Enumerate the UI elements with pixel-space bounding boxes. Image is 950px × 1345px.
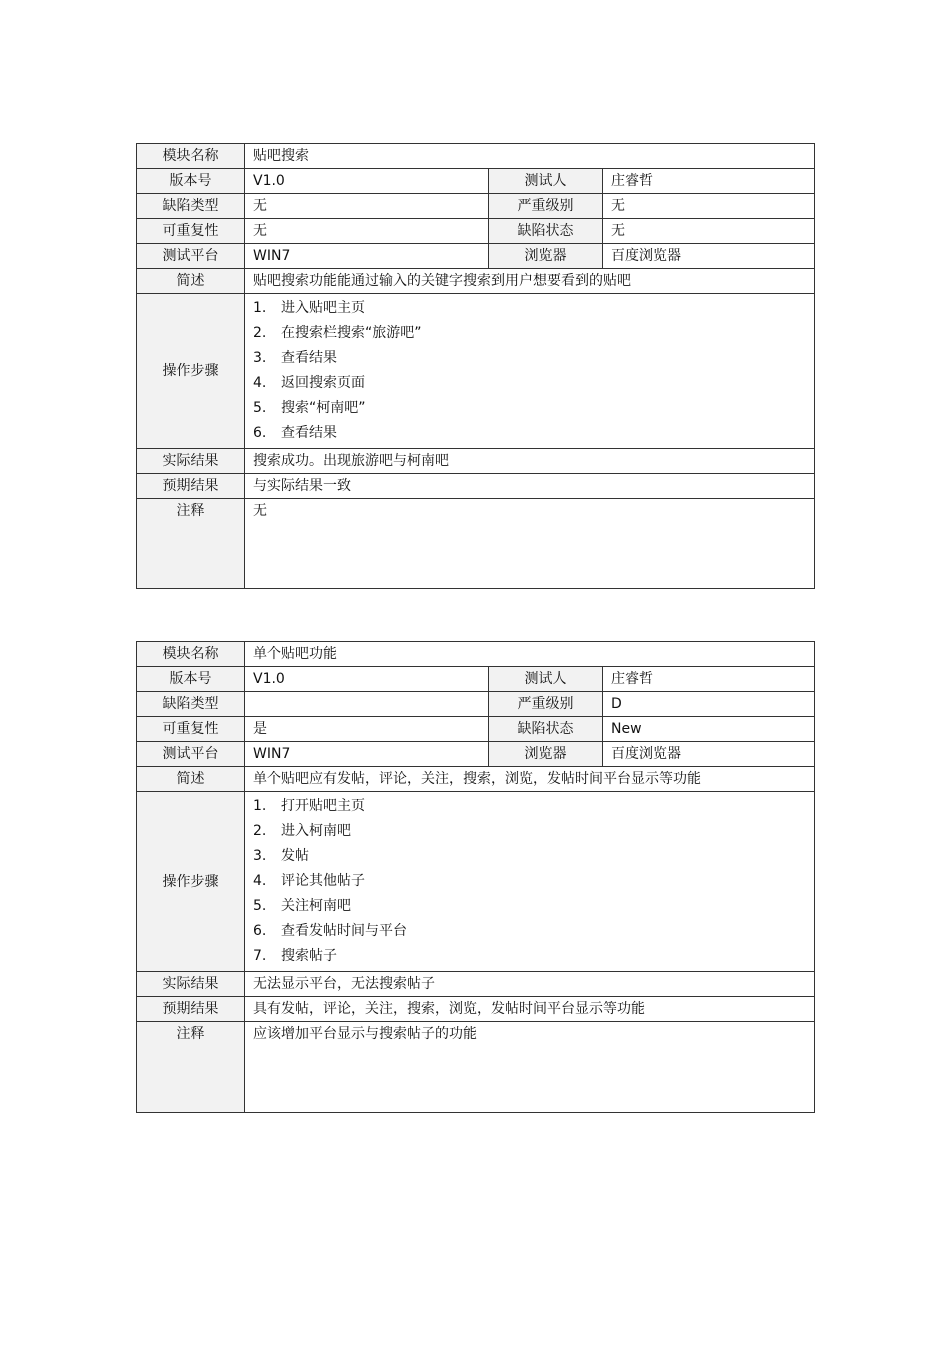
- summary-value: 单个贴吧应有发帖，评论，关注，搜索，浏览，发帖时间平台显示等功能: [245, 767, 815, 792]
- step-item: [253, 894, 806, 919]
- severity-value: D: [603, 692, 815, 717]
- module-label: 模块名称: [137, 144, 245, 169]
- defect-type-label: 缺陷类型: [137, 692, 245, 717]
- row-steps: [137, 792, 815, 972]
- severity-label: 严重级别: [489, 194, 603, 219]
- step-text: 搜索帖子: [281, 948, 337, 964]
- step-number: 4.: [253, 375, 267, 391]
- notes-label: 注释: [137, 499, 245, 589]
- platform-value: WIN7: [245, 742, 489, 767]
- row-actual: [137, 449, 815, 474]
- row-platform: [137, 244, 815, 269]
- notes-value: 无: [245, 499, 815, 589]
- reproducibility-value: 无: [245, 219, 489, 244]
- step-text: 查看结果: [281, 425, 337, 441]
- step-number: 1.: [253, 798, 267, 814]
- row-summary: [137, 767, 815, 792]
- step-text: 进入贴吧主页: [281, 300, 365, 316]
- steps-label: 操作步骤: [137, 294, 245, 449]
- notes-value: 应该增加平台显示与搜索帖子的功能: [245, 1022, 815, 1113]
- step-item: [253, 371, 806, 396]
- module-value: 贴吧搜索: [245, 144, 815, 169]
- severity-value: 无: [603, 194, 815, 219]
- steps-value: [245, 792, 815, 972]
- reproducibility-value: 是: [245, 717, 489, 742]
- row-steps: [137, 294, 815, 449]
- row-notes: [137, 499, 815, 589]
- step-item: [253, 396, 806, 421]
- step-item: [253, 346, 806, 371]
- step-text: 评论其他帖子: [281, 873, 365, 889]
- row-defect-type: [137, 194, 815, 219]
- tester-value: 庄睿哲: [603, 667, 815, 692]
- step-item: [253, 819, 806, 844]
- actual-value: 搜索成功。出现旅游吧与柯南吧: [245, 449, 815, 474]
- defect-status-value: New: [603, 717, 815, 742]
- row-module: [137, 144, 815, 169]
- step-item: [253, 321, 806, 346]
- defect-report-1: [136, 143, 815, 589]
- step-item: [253, 869, 806, 894]
- steps-list: [253, 296, 806, 446]
- severity-label: 严重级别: [489, 692, 603, 717]
- version-label: 版本号: [137, 667, 245, 692]
- step-text: 关注柯南吧: [281, 898, 351, 914]
- steps-value: [245, 294, 815, 449]
- expected-value: 与实际结果一致: [245, 474, 815, 499]
- step-number: 3.: [253, 350, 267, 366]
- steps-list: [253, 794, 806, 969]
- step-item: [253, 919, 806, 944]
- platform-value: WIN7: [245, 244, 489, 269]
- actual-value: 无法显示平台，无法搜索帖子: [245, 972, 815, 997]
- defect-type-value: 无: [245, 194, 489, 219]
- step-item: [253, 844, 806, 869]
- row-version: [137, 169, 815, 194]
- step-text: 进入柯南吧: [281, 823, 351, 839]
- expected-label: 预期结果: [137, 474, 245, 499]
- row-expected: [137, 997, 815, 1022]
- defect-type-value: [245, 692, 489, 717]
- actual-label: 实际结果: [137, 972, 245, 997]
- row-summary: [137, 269, 815, 294]
- step-text: 在搜索栏搜索“旅游吧”: [281, 325, 422, 341]
- row-module: [137, 642, 815, 667]
- module-value: 单个贴吧功能: [245, 642, 815, 667]
- step-number: 3.: [253, 848, 267, 864]
- summary-label: 简述: [137, 767, 245, 792]
- step-number: 1.: [253, 300, 267, 316]
- step-text: 查看结果: [281, 350, 337, 366]
- defect-type-label: 缺陷类型: [137, 194, 245, 219]
- defect-status-label: 缺陷状态: [489, 717, 603, 742]
- row-notes: [137, 1022, 815, 1113]
- browser-label: 浏览器: [489, 244, 603, 269]
- step-number: 4.: [253, 873, 267, 889]
- step-item: [253, 794, 806, 819]
- row-reproducibility: [137, 717, 815, 742]
- version-label: 版本号: [137, 169, 245, 194]
- step-number: 7.: [253, 948, 267, 964]
- row-expected: [137, 474, 815, 499]
- steps-label: 操作步骤: [137, 792, 245, 972]
- tester-value: 庄睿哲: [603, 169, 815, 194]
- row-version: [137, 667, 815, 692]
- browser-value: 百度浏览器: [603, 742, 815, 767]
- step-number: 5.: [253, 898, 267, 914]
- tester-label: 测试人: [489, 169, 603, 194]
- step-text: 发帖: [281, 848, 309, 864]
- actual-label: 实际结果: [137, 449, 245, 474]
- version-value: V1.0: [245, 169, 489, 194]
- step-text: 返回搜索页面: [281, 375, 365, 391]
- summary-value: 贴吧搜索功能能通过输入的关键字搜索到用户想要看到的贴吧: [245, 269, 815, 294]
- notes-label: 注释: [137, 1022, 245, 1113]
- reproducibility-label: 可重复性: [137, 717, 245, 742]
- expected-label: 预期结果: [137, 997, 245, 1022]
- step-number: 6.: [253, 425, 267, 441]
- step-item: [253, 421, 806, 446]
- platform-label: 测试平台: [137, 742, 245, 767]
- step-item: [253, 296, 806, 321]
- row-defect-type: [137, 692, 815, 717]
- step-text: 查看发帖时间与平台: [281, 923, 407, 939]
- step-item: [253, 944, 806, 969]
- step-number: 6.: [253, 923, 267, 939]
- defect-report-2: [136, 641, 815, 1113]
- version-value: V1.0: [245, 667, 489, 692]
- row-platform: [137, 742, 815, 767]
- platform-label: 测试平台: [137, 244, 245, 269]
- reproducibility-label: 可重复性: [137, 219, 245, 244]
- expected-value: 具有发帖，评论，关注，搜索，浏览，发帖时间平台显示等功能: [245, 997, 815, 1022]
- row-reproducibility: [137, 219, 815, 244]
- tester-label: 测试人: [489, 667, 603, 692]
- step-text: 搜索“柯南吧”: [281, 400, 366, 416]
- module-label: 模块名称: [137, 642, 245, 667]
- row-actual: [137, 972, 815, 997]
- summary-label: 简述: [137, 269, 245, 294]
- browser-value: 百度浏览器: [603, 244, 815, 269]
- step-number: 2.: [253, 823, 267, 839]
- step-text: 打开贴吧主页: [281, 798, 365, 814]
- browser-label: 浏览器: [489, 742, 603, 767]
- step-number: 5.: [253, 400, 267, 416]
- defect-status-value: 无: [603, 219, 815, 244]
- defect-status-label: 缺陷状态: [489, 219, 603, 244]
- step-number: 2.: [253, 325, 267, 341]
